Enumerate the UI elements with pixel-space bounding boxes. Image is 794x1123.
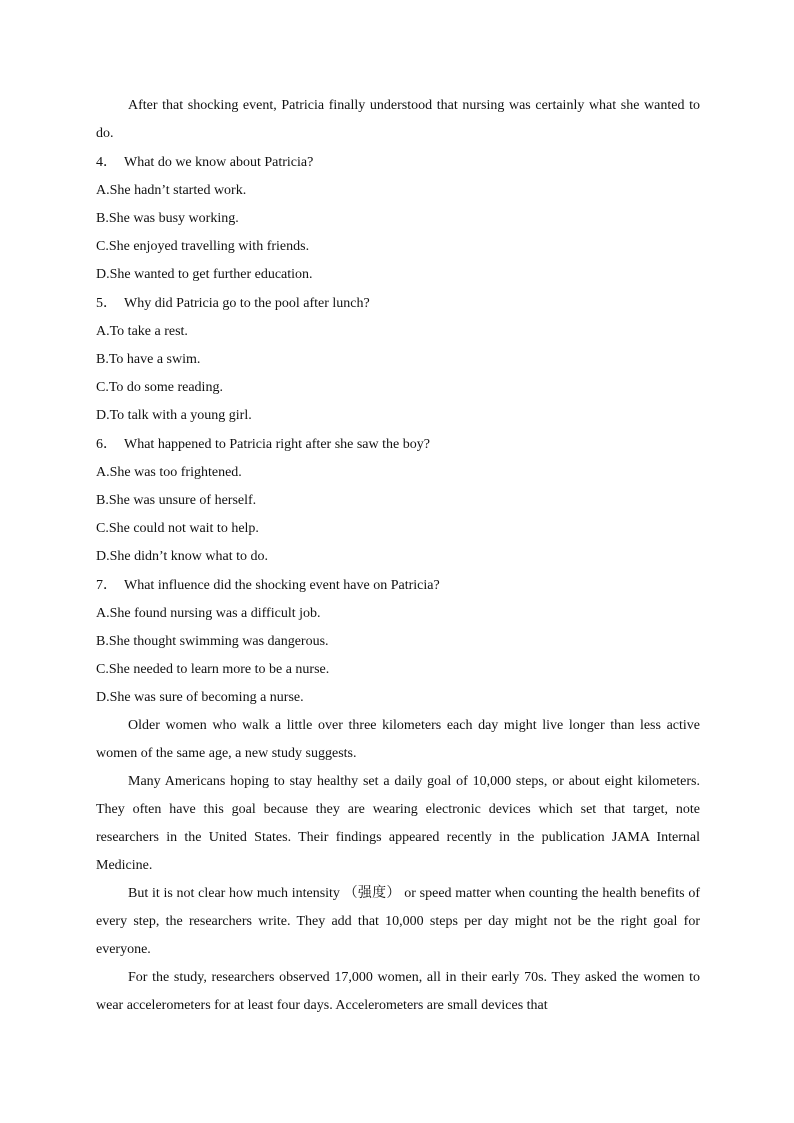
question-text: Why did Patricia go to the pool after lunch? [124,296,370,311]
passage-paragraph-1: Older women who walk a little over three kilometers each day might live longer than less active women of the same age, a new study suggests. [96,718,700,761]
option-a: A.To take a rest. [96,324,188,339]
intro-paragraph: After that shocking event, Patricia finally understood that nursing was certainly what she wanted to do. [96,98,700,141]
option-c: C.To do some reading. [96,380,223,395]
question-stem [96,289,700,318]
document-page [96,92,700,1020]
question-7 [96,571,700,712]
option-c: C.She could not wait to help. [96,521,259,536]
option-b: B.She was busy working. [96,211,239,226]
option-c: C.She enjoyed travelling with friends. [96,239,310,254]
question-number: 4． [96,155,117,170]
option-d: D.To talk with a young girl. [96,408,252,423]
option-b: B.She thought swimming was dangerous. [96,634,329,649]
question-text: What do we know about Patricia? [124,155,314,170]
option-d: D.She didn’t know what to do. [96,549,269,564]
question-6 [96,430,700,571]
option-a: A.She found nursing was a difficult job. [96,606,321,621]
question-text: What happened to Patricia right after she saw the boy? [124,437,430,452]
question-4 [96,148,700,289]
question-5 [96,289,700,430]
question-stem [96,148,700,177]
passage-paragraph-4: For the study, researchers observed 17,000 women, all in their early 70s. They asked the women to wear accelerometers for at least four days. Accelerometers are small devices that [96,970,700,1013]
question-stem [96,430,700,459]
question-number: 7． [96,578,117,593]
option-b: B.To have a swim. [96,352,201,367]
passage-paragraph-2: Many Americans hoping to stay healthy set a daily goal of 10,000 steps, or about eight kilometers. They often have this goal because they are wearing electronic devices which set that target, note researchers in the United States. Their findings appeared recently in the publication JAMA Internal Medicine. [96,774,700,873]
option-d: D.She was sure of becoming a nurse. [96,690,304,705]
question-stem [96,571,700,600]
question-number: 6． [96,437,117,452]
option-d: D.She wanted to get further education. [96,267,313,282]
option-b: B.She was unsure of herself. [96,493,257,508]
option-a: A.She was too frightened. [96,465,242,480]
option-a: A.She hadn’t started work. [96,183,247,198]
passage-paragraph-3: But it is not clear how much intensity （强度） or speed matter when counting the health benefits of every step, the researchers write. They add that 10,000 steps per day might not be the right goal for everyone. [96,886,700,957]
question-text: What influence did the shocking event have on Patricia? [124,578,440,593]
question-number: 5． [96,296,117,311]
option-c: C.She needed to learn more to be a nurse. [96,662,330,677]
